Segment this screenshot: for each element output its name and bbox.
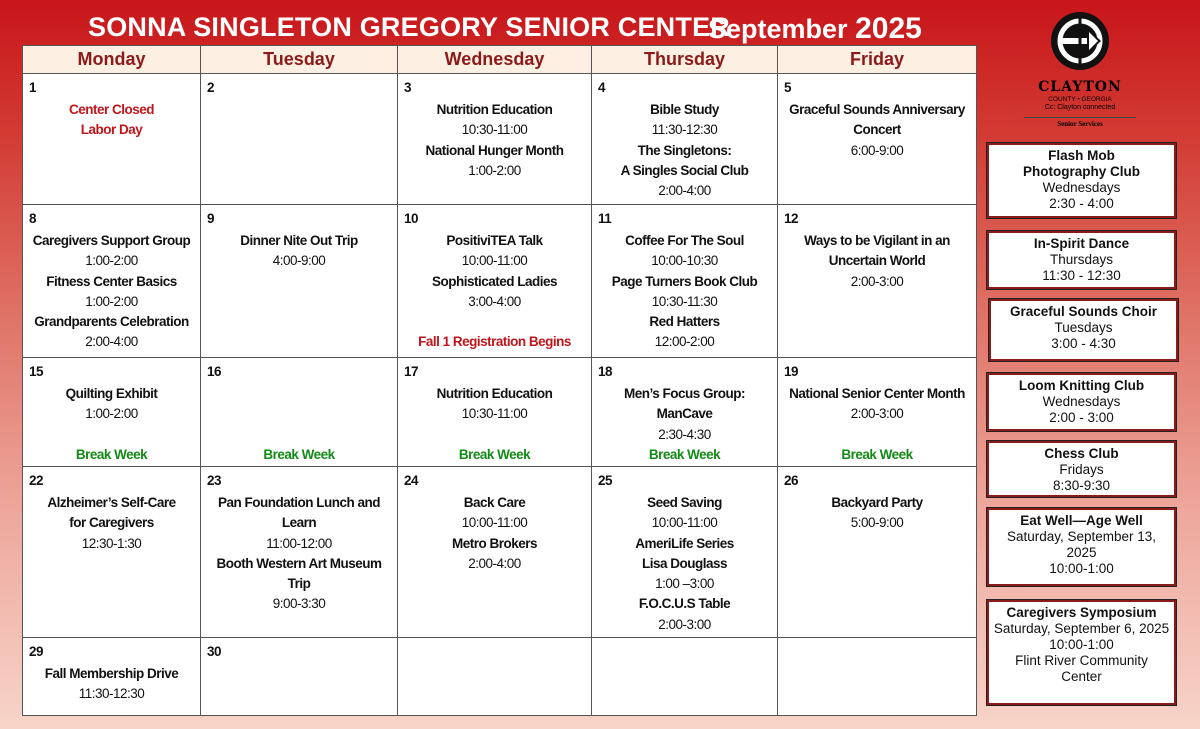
calendar-day-cell <box>201 358 398 467</box>
activity-box <box>986 142 1177 219</box>
event-line: Sophisticated Ladies <box>431 273 558 289</box>
event-line: Page Turners Book Club <box>611 273 758 289</box>
day-number: 19 <box>784 364 799 379</box>
day-events <box>205 384 393 465</box>
calendar-day-cell <box>398 358 592 467</box>
day-number: 12 <box>784 211 799 226</box>
notice-text: Center Closed <box>68 102 155 117</box>
center-name: SONNA SINGLETON GREGORY SENIOR CENTER <box>88 12 730 42</box>
logo-subtitle: COUNTY • GEORGIA <box>1048 96 1112 103</box>
calendar-day-cell <box>23 74 201 205</box>
event-line <box>205 404 393 424</box>
break-week-label: Break Week <box>263 446 335 462</box>
calendar-day-cell <box>592 358 778 467</box>
event-line: Quilting Exhibit <box>65 386 158 401</box>
event-line: Seed Saving <box>647 495 722 510</box>
event-line: 2:00-3:00 <box>850 406 904 422</box>
day-events <box>596 384 773 465</box>
month-label: September <box>708 14 848 44</box>
activity-title: Flash Mob Photography Club <box>1023 148 1140 179</box>
event-line: Graceful Sounds Anniversary <box>789 102 965 117</box>
day-number: 4 <box>598 80 606 95</box>
activity-box <box>986 440 1177 498</box>
event-line: Grandparents Celebration <box>34 314 189 330</box>
event-line <box>27 425 196 445</box>
day-events <box>782 231 972 292</box>
calendar-day-cell <box>201 467 398 638</box>
event-line: F.O.C.U.S Table <box>638 596 731 612</box>
calendar-grid <box>22 45 977 716</box>
day-header-0: Monday <box>23 46 201 74</box>
day-number: 10 <box>404 211 419 226</box>
activity-box <box>986 507 1177 587</box>
event-line: AmeriLife Series <box>635 535 734 551</box>
event-line: Concert <box>853 122 901 138</box>
day-events <box>782 100 972 161</box>
event-line <box>402 425 587 445</box>
break-week-label: Break Week <box>75 446 148 462</box>
activity-title: Eat Well—Age Well <box>1020 513 1143 528</box>
event-line: 2:00-4:00 <box>85 334 138 350</box>
calendar-day-cell <box>778 358 977 467</box>
day-events <box>596 493 773 635</box>
event-line: 12:30-1:30 <box>81 535 142 551</box>
event-line: ManCave <box>656 406 713 422</box>
event-line: Lisa Douglass <box>641 555 728 571</box>
activity-title: Chess Club <box>1044 446 1119 461</box>
break-week-label: Break Week <box>841 446 913 462</box>
event-line: Learn <box>281 515 317 531</box>
event-line: 2:00-4:00 <box>658 183 711 199</box>
day-events <box>27 231 196 353</box>
day-number: 23 <box>207 473 222 488</box>
calendar-day-cell <box>398 467 592 638</box>
day-header-4: Friday <box>778 46 977 74</box>
day-events <box>596 100 773 201</box>
event-line: Uncertain World <box>828 253 926 269</box>
notice-text: Fall 1 Registration Begins <box>418 334 571 350</box>
break-week-label: Break Week <box>458 446 531 462</box>
event-line: Men’s Focus Group: <box>623 386 745 401</box>
day-number: 18 <box>598 364 613 379</box>
event-line: 1:00-2:00 <box>85 253 138 269</box>
event-line: Back Care <box>463 495 526 510</box>
activity-detail: Wednesdays <box>1042 394 1121 409</box>
event-line: Booth Western Art Museum <box>216 555 382 571</box>
calendar-day-cell <box>592 74 778 205</box>
event-line: 4:00-9:00 <box>272 253 326 269</box>
activity-detail: Fridays <box>1059 462 1104 477</box>
event-line: Backyard Party <box>831 495 923 510</box>
logo-tagline: Cc: Clayton connected <box>1044 104 1116 111</box>
calendar-day-cell <box>398 638 592 716</box>
event-line: 10:00-11:00 <box>461 253 528 269</box>
calendar-day-cell <box>592 638 778 716</box>
day-events <box>402 384 587 465</box>
clayton-logo <box>1024 10 1136 130</box>
day-number: 5 <box>784 80 792 95</box>
activity-detail: 10:00-1:00 <box>1049 637 1114 652</box>
activity-detail: Flint River Community Center <box>1015 653 1148 684</box>
activity-detail: Thursdays <box>1049 252 1114 267</box>
day-events <box>205 231 393 272</box>
activity-detail: Tuesdays <box>1054 320 1113 335</box>
activity-title: Caregivers Symposium <box>1006 605 1157 620</box>
day-events <box>27 664 196 705</box>
activity-detail: 8:30-9:30 <box>1052 478 1111 493</box>
event-line: Bible Study <box>650 102 719 117</box>
event-line: 2:00-3:00 <box>658 616 711 632</box>
activity-detail: 2:30 - 4:00 <box>1049 196 1114 211</box>
calendar-day-cell <box>201 638 398 716</box>
notice-text: Labor Day <box>80 122 143 138</box>
day-events <box>27 100 196 141</box>
day-events <box>402 100 587 181</box>
day-number: 29 <box>29 644 44 659</box>
event-line: 10:00-11:00 <box>651 515 718 531</box>
day-header-3: Thursday <box>592 46 778 74</box>
calendar-day-cell <box>592 467 778 638</box>
event-line <box>402 312 587 332</box>
event-line: Nutrition Education <box>436 102 553 117</box>
calendar-day-cell <box>23 358 201 467</box>
day-number: 17 <box>404 364 419 379</box>
calendar-day-cell <box>23 638 201 716</box>
activity-detail: 3:00 - 4:30 <box>1051 336 1116 351</box>
day-number: 22 <box>29 473 44 488</box>
event-line: 2:30-4:30 <box>658 426 711 442</box>
event-line <box>205 425 393 445</box>
event-line: 3:00-4:00 <box>468 293 521 309</box>
event-line: 11:00-12:00 <box>266 535 332 551</box>
calendar-day-cell <box>778 467 977 638</box>
event-line: 2:00-3:00 <box>850 273 904 289</box>
day-number: 26 <box>784 473 799 488</box>
event-line: Fitness Center Basics <box>46 273 177 289</box>
event-line: 10:30-11:00 <box>461 406 528 422</box>
activity-title: In-Spirit Dance <box>1033 236 1130 251</box>
event-line: PositiviTEA Talk <box>446 233 543 248</box>
activity-box <box>986 599 1177 706</box>
day-number: 8 <box>29 211 37 226</box>
event-line: 2:00-4:00 <box>468 555 521 571</box>
calendar-header <box>0 6 1000 46</box>
event-line: 9:00-3:30 <box>272 596 326 612</box>
event-line: 1:00 –3:00 <box>655 576 714 592</box>
day-events <box>782 493 972 534</box>
calendar-day-cell <box>592 205 778 358</box>
clayton-emblem-icon <box>1049 10 1111 72</box>
day-events <box>205 493 393 615</box>
activity-detail: 11:30 - 12:30 <box>1042 268 1121 283</box>
calendar-day-cell <box>23 467 201 638</box>
event-line: 11:30-12:30 <box>78 686 145 702</box>
event-line: Ways to be Vigilant in an <box>804 233 950 248</box>
event-line: Metro Brokers <box>451 535 538 551</box>
event-line: Dinner Nite Out Trip <box>240 233 358 248</box>
day-events <box>782 384 972 465</box>
event-line: 6:00-9:00 <box>850 142 904 158</box>
activity-box <box>986 230 1177 290</box>
day-number: 11 <box>598 211 612 226</box>
activity-title: Loom Knitting Club <box>1018 378 1145 393</box>
day-number: 15 <box>29 364 44 379</box>
day-number: 1 <box>29 80 37 95</box>
day-events <box>402 493 587 574</box>
day-header-2: Wednesday <box>398 46 592 74</box>
calendar-day-cell <box>398 205 592 358</box>
day-number: 30 <box>207 644 222 659</box>
logo-department: Senior Services <box>1024 117 1136 128</box>
day-events <box>596 231 773 353</box>
day-events <box>27 493 196 554</box>
event-line: 10:30-11:30 <box>651 293 718 309</box>
event-line: 10:30-11:00 <box>461 122 528 138</box>
event-line: Caregivers Support Group <box>32 233 191 248</box>
activity-box <box>988 298 1179 362</box>
activity-title: Graceful Sounds Choir <box>1009 304 1158 319</box>
calendar-day-cell <box>778 638 977 716</box>
logo-word: CLAYTON <box>1038 79 1122 95</box>
event-line: 10:00-10:30 <box>651 253 718 269</box>
day-number: 2 <box>207 80 215 95</box>
day-number: 3 <box>404 80 412 95</box>
break-week-label: Break Week <box>648 446 721 462</box>
event-line: Nutrition Education <box>436 386 553 401</box>
activity-detail: Wednesdays <box>1042 180 1121 195</box>
event-line: 12:00-2:00 <box>654 334 715 350</box>
event-line: 1:00-2:00 <box>468 162 521 178</box>
day-number: 25 <box>598 473 613 488</box>
activity-detail: Saturday, September 6, 2025 <box>993 621 1170 636</box>
event-line: Trip <box>287 576 311 592</box>
month-year <box>708 12 922 46</box>
calendar-day-cell <box>23 205 201 358</box>
day-number: 24 <box>404 473 419 488</box>
calendar-day-cell <box>398 74 592 205</box>
day-events <box>402 231 587 353</box>
event-line: The Singletons: <box>637 142 732 158</box>
event-line: 1:00-2:00 <box>85 293 138 309</box>
event-line <box>782 425 972 445</box>
calendar-day-cell <box>778 205 977 358</box>
event-line: A Singles Social Club <box>620 162 749 178</box>
year-label: 2025 <box>855 12 922 45</box>
event-line: 10:00-11:00 <box>461 515 528 531</box>
calendar-day-cell <box>201 74 398 205</box>
event-line: 1:00-2:00 <box>85 406 138 422</box>
event-line <box>205 384 393 404</box>
day-number: 16 <box>207 364 222 379</box>
event-line: Pan Foundation Lunch and <box>218 495 380 510</box>
activity-box <box>986 372 1177 432</box>
event-line: 5:00-9:00 <box>850 515 904 531</box>
event-line: National Senior Center Month <box>789 386 965 401</box>
event-line: Alzheimer’s Self-Care <box>47 495 176 510</box>
calendar-day-cell <box>778 74 977 205</box>
activity-detail: 2:00 - 3:00 <box>1049 410 1114 425</box>
event-line: Coffee For The Soul <box>625 233 744 248</box>
day-header-1: Tuesday <box>201 46 398 74</box>
activity-detail: Saturday, September 13, 2025 <box>1006 529 1157 560</box>
event-line: 11:30-12:30 <box>651 122 718 138</box>
event-line: National Hunger Month <box>425 142 564 158</box>
event-line: Red Hatters <box>649 314 720 330</box>
calendar-day-cell <box>201 205 398 358</box>
event-line: for Caregivers <box>69 515 154 531</box>
day-events <box>27 384 196 465</box>
event-line: Fall Membership Drive <box>44 666 179 681</box>
day-number: 9 <box>207 211 215 226</box>
activity-detail: 10:00-1:00 <box>1049 561 1114 576</box>
